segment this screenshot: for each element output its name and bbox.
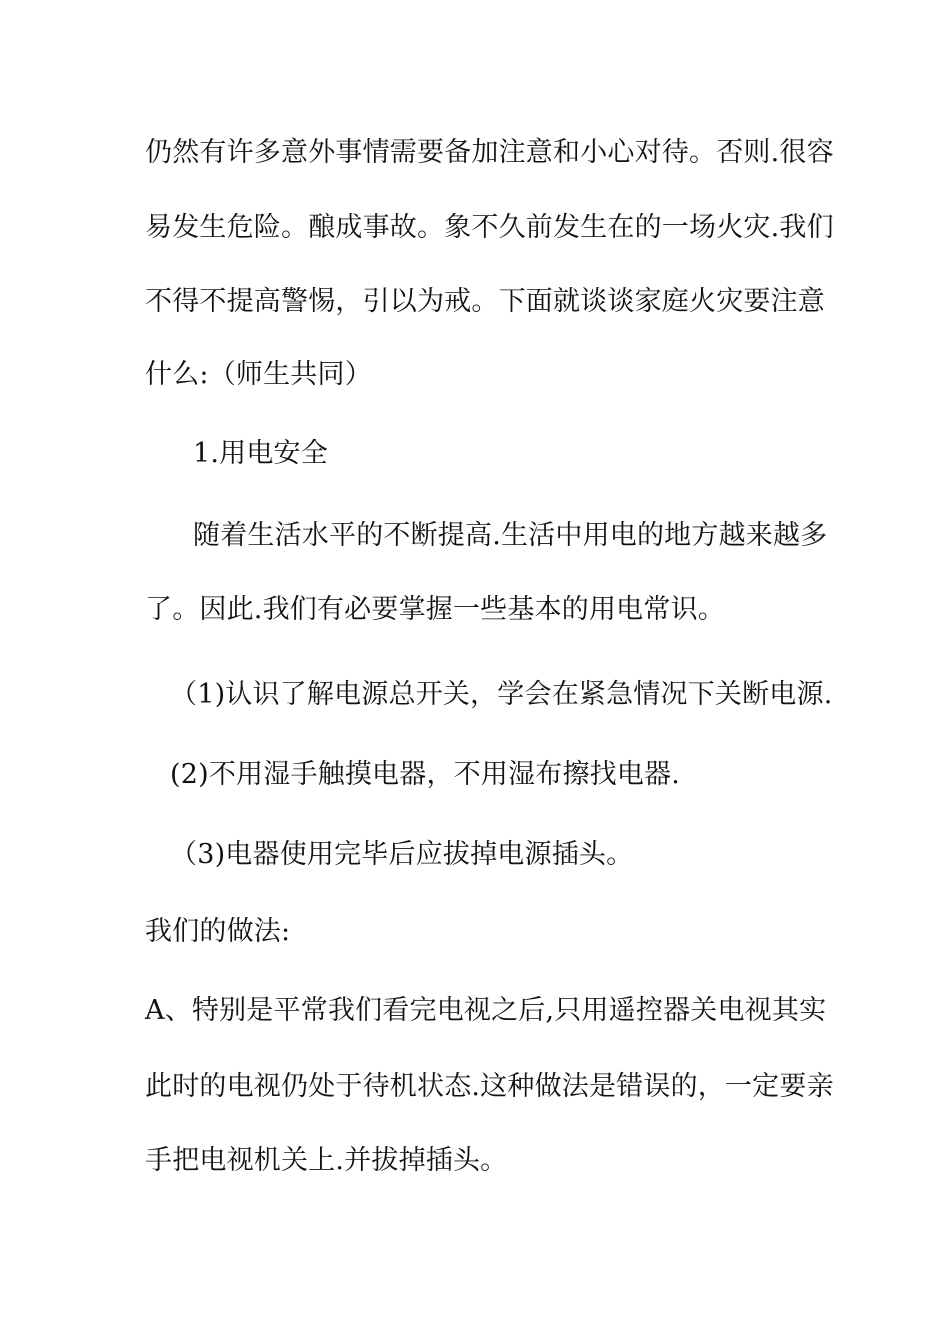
paragraph-line: 仍然有许多意外事情需要备加注意和小心对待。否则.很容 [145,137,834,168]
paragraph-line: 不得不提高警惕，引以为戒。下面就谈谈家庭火灾要注意 [145,286,825,317]
list-item: （1)认识了解电源总开关，学会在紧急情况下关断电源. [170,679,833,710]
paragraph-line: 什么:（师生共同） [145,359,372,390]
paragraph-line: 手把电视机关上.并拔掉插头。 [145,1145,508,1176]
paragraph-line: 易发生危险。酿成事故。象不久前发生在的一场火灾.我们 [145,212,834,243]
list-item: （3)电器使用完毕后应拔掉电源插头。 [170,839,634,870]
list-item: (2)不用湿手触摸电器，不用湿布擦找电器. [170,759,681,790]
paragraph-line: 此时的电视仍处于待机状态.这种做法是错误的，一定要亲 [145,1071,834,1102]
paragraph-line: 随着生活水平的不断提高.生活中用电的地方越来越多 [193,520,828,551]
paragraph-line: A、特别是平常我们看完电视之后,只用遥控器关电视其实 [145,995,827,1026]
subheading: 我们的做法: [145,916,291,947]
paragraph-line: 了。因此.我们有必要掌握一些基本的用电常识。 [145,594,725,625]
section-heading: 1.用电安全 [193,438,328,469]
